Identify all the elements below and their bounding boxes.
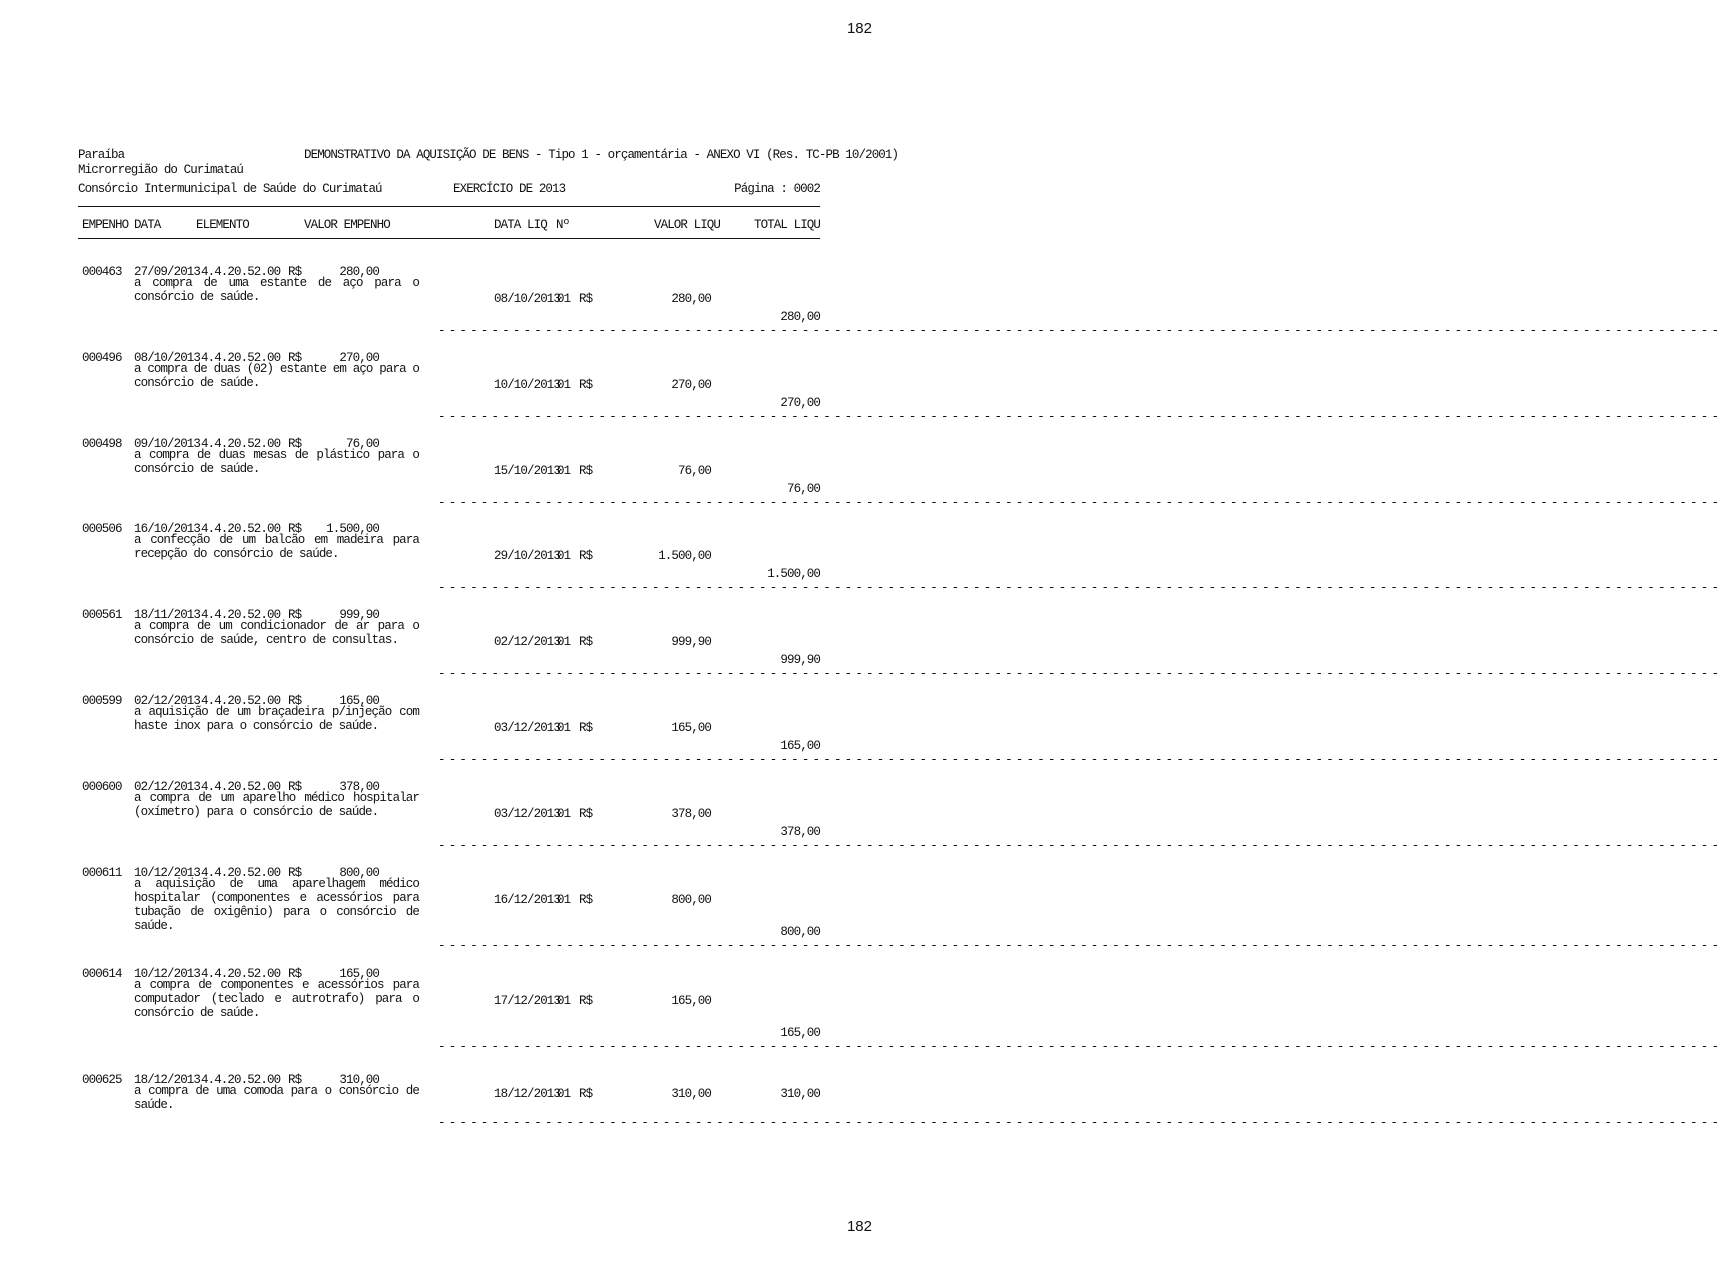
total-liquidado: 378,00 [780,825,820,839]
currency-symbol-liq: R$ [579,549,593,563]
currency-symbol-liq: R$ [579,721,593,735]
empenho-number: 000611 [82,866,122,880]
empenho-number: 000561 [82,608,122,622]
row-separator: ------------------------------------------------------------------------------------------------------------------------ [438,753,1722,767]
total-liquidado: 76,00 [786,482,820,496]
row-separator: ------------------------------------------------------------------------------------------------------------------------ [438,496,1722,510]
currency-symbol-liq: R$ [579,464,593,478]
descricao: a compra de duas (02) estante em aço para o consórcio de saúde. [134,362,419,390]
descricao: a compra de componentes e acessórios para computador (teclado e autrotrafo) para o consórcio de saúde. [134,978,419,1020]
page-number-bottom: 182 [846,1218,872,1235]
numero-liquidacao: 01 [557,721,571,735]
table-row [0,780,1722,860]
empenho-date: 08/10/2013 [134,351,201,365]
empenho-date: 09/10/2013 [134,437,201,451]
valor-liquidado: 378,00 [671,807,711,821]
elemento-code: 4.4.20.52.00 [201,522,281,536]
empenho-date: 02/12/2013 [134,694,201,708]
currency-symbol: R$ [288,265,302,279]
valor-empenho: 999,90 [339,608,379,622]
descricao: a aquisição de um braçadeira p/injeção com haste inox para o consórcio de saúde. [134,705,419,733]
valor-empenho: 800,00 [339,866,379,880]
valor-liquidado: 76,00 [677,464,711,478]
numero-liquidacao: 01 [557,807,571,821]
col-header-total-liqu: TOTAL LIQU [753,218,820,232]
empenho-date: 02/12/2013 [134,780,201,794]
col-header-numero: Nº [556,218,570,232]
valor-empenho: 1.500,00 [326,522,379,536]
empenho-number: 000463 [82,265,122,279]
currency-symbol-liq: R$ [579,893,593,907]
descricao: a compra de uma comoda para o consórcio de saúde. [134,1084,419,1112]
empenho-number: 000625 [82,1073,122,1087]
currency-symbol: R$ [288,608,302,622]
elemento-code: 4.4.20.52.00 [201,866,281,880]
currency-symbol-liq: R$ [579,994,593,1008]
valor-liquidado: 800,00 [671,893,711,907]
empenho-number: 000614 [82,967,122,981]
elemento-code: 4.4.20.52.00 [201,694,281,708]
empenho-date: 10/12/2013 [134,866,201,880]
table-row [0,522,1722,602]
empenho-date: 16/10/2013 [134,522,201,536]
elemento-code: 4.4.20.52.00 [201,351,281,365]
table-row [0,437,1722,517]
row-separator: ------------------------------------------------------------------------------------------------------------------------ [438,839,1722,853]
valor-liquidado: 999,90 [671,635,711,649]
data-liquidacao: 15/10/2013 [494,464,561,478]
data-liquidacao: 16/12/2013 [494,893,561,907]
entity-name: Consórcio Intermunicipal de Saúde do Curimataú [78,182,382,196]
descricao: a confecção de um balcão em madeira para recepção do consórcio de saúde. [134,533,419,561]
data-liquidacao: 10/10/2013 [494,378,561,392]
col-header-empenho: EMPENHO [82,218,129,232]
col-header-valor-liqu: VALOR LIQU [654,218,721,232]
total-liquidado: 270,00 [780,396,820,410]
descricao: a compra de um aparelho médico hospitalar (oxímetro) para o consórcio de saúde. [134,791,419,819]
total-liquidado: 280,00 [780,310,820,324]
data-liquidacao: 29/10/2013 [494,549,561,563]
total-liquidado: 999,90 [780,653,820,667]
elemento-code: 4.4.20.52.00 [201,265,281,279]
region-name: Microrregião do Curimataú [78,163,244,177]
elemento-code: 4.4.20.52.00 [201,608,281,622]
data-liquidacao: 02/12/2013 [494,635,561,649]
empenho-date: 10/12/2013 [134,967,201,981]
table-row [0,1073,1722,1153]
page-indicator: Página : 0002 [734,182,820,196]
total-liquidado: 165,00 [780,1026,820,1040]
valor-liquidado: 165,00 [671,994,711,1008]
data-liquidacao: 03/12/2013 [494,721,561,735]
valor-empenho: 270,00 [339,351,379,365]
table-row [0,351,1722,431]
table-row [0,694,1722,774]
row-separator: ------------------------------------------------------------------------------------------------------------------------ [438,667,1722,681]
table-row [0,967,1722,1054]
empenho-number: 000496 [82,351,122,365]
currency-symbol: R$ [288,351,302,365]
numero-liquidacao: 01 [557,378,571,392]
state-name: Paraíba [78,148,125,162]
row-separator: ------------------------------------------------------------------------------------------------------------------------ [438,324,1722,338]
empenho-date: 18/12/2013 [134,1073,201,1087]
currency-symbol-liq: R$ [579,635,593,649]
numero-liquidacao: 01 [557,893,571,907]
row-separator: ------------------------------------------------------------------------------------------------------------------------ [438,581,1722,595]
valor-empenho: 76,00 [345,437,379,451]
elemento-code: 4.4.20.52.00 [201,437,281,451]
currency-symbol: R$ [288,522,302,536]
empenho-number: 000498 [82,437,122,451]
page-number-top: 182 [846,20,872,37]
numero-liquidacao: 01 [557,994,571,1008]
table-row [0,608,1722,688]
currency-symbol-liq: R$ [579,1087,593,1101]
valor-liquidado: 165,00 [671,721,711,735]
report-title: DEMONSTRATIVO DA AQUISIÇÃO DE BENS - Tipo 1 - orçamentária - ANEXO VI (Res. TC-PB 10/2001) [304,148,899,162]
data-liquidacao: 17/12/2013 [494,994,561,1008]
valor-liquidado: 1.500,00 [658,549,711,563]
row-separator: ------------------------------------------------------------------------------------------------------------------------ [438,1040,1722,1054]
descricao: a compra de uma estante de aço para o consórcio de saúde. [134,276,419,304]
currency-symbol: R$ [288,694,302,708]
data-liquidacao: 08/10/2013 [494,292,561,306]
descricao: a compra de um condicionador de ar para o consórcio de saúde, centro de consultas. [134,619,419,647]
valor-empenho: 165,00 [339,694,379,708]
elemento-code: 4.4.20.52.00 [201,967,281,981]
empenho-date: 18/11/2013 [134,608,201,622]
elemento-code: 4.4.20.52.00 [201,1073,281,1087]
data-liquidacao: 03/12/2013 [494,807,561,821]
currency-symbol: R$ [288,780,302,794]
col-header-elemento: ELEMENTO [196,218,249,232]
numero-liquidacao: 01 [557,549,571,563]
header-top-rule [78,206,820,207]
table-row [0,265,1722,345]
empenho-number: 000599 [82,694,122,708]
row-separator: ------------------------------------------------------------------------------------------------------------------------ [438,1116,1722,1130]
currency-symbol: R$ [288,866,302,880]
currency-symbol-liq: R$ [579,292,593,306]
col-header-data: DATA [134,218,161,232]
numero-liquidacao: 01 [557,292,571,306]
col-header-valor-empenho: VALOR EMPENHO [304,218,390,232]
data-liquidacao: 18/12/2013 [494,1087,561,1101]
numero-liquidacao: 01 [557,464,571,478]
currency-symbol-liq: R$ [579,378,593,392]
header-bottom-rule [78,238,820,239]
empenho-date: 27/09/2013 [134,265,201,279]
exercise-year: EXERCÍCIO DE 2013 [453,182,566,196]
table-row [0,866,1722,953]
total-liquidado: 165,00 [780,739,820,753]
valor-empenho: 310,00 [339,1073,379,1087]
total-liquidado: 800,00 [780,925,820,939]
row-separator: ------------------------------------------------------------------------------------------------------------------------ [438,939,1722,953]
empenho-number: 000506 [82,522,122,536]
total-liquidado: 310,00 [780,1087,820,1101]
currency-symbol: R$ [288,437,302,451]
currency-symbol-liq: R$ [579,807,593,821]
descricao: a compra de duas mesas de plástico para o consórcio de saúde. [134,448,419,476]
row-separator: ------------------------------------------------------------------------------------------------------------------------ [438,410,1722,424]
valor-empenho: 378,00 [339,780,379,794]
valor-liquidado: 270,00 [671,378,711,392]
currency-symbol: R$ [288,967,302,981]
valor-liquidado: 310,00 [671,1087,711,1101]
total-liquidado: 1.500,00 [767,567,820,581]
descricao: a aquisição de uma aparelhagem médico hospitalar (componentes e acessórios para tubação de oxigênio) para o consórcio de saúde. [134,877,419,933]
empenho-number: 000600 [82,780,122,794]
valor-liquidado: 280,00 [671,292,711,306]
currency-symbol: R$ [288,1073,302,1087]
numero-liquidacao: 01 [557,1087,571,1101]
valor-empenho: 280,00 [339,265,379,279]
elemento-code: 4.4.20.52.00 [201,780,281,794]
col-header-data-liq: DATA LIQ [494,218,547,232]
valor-empenho: 165,00 [339,967,379,981]
numero-liquidacao: 01 [557,635,571,649]
